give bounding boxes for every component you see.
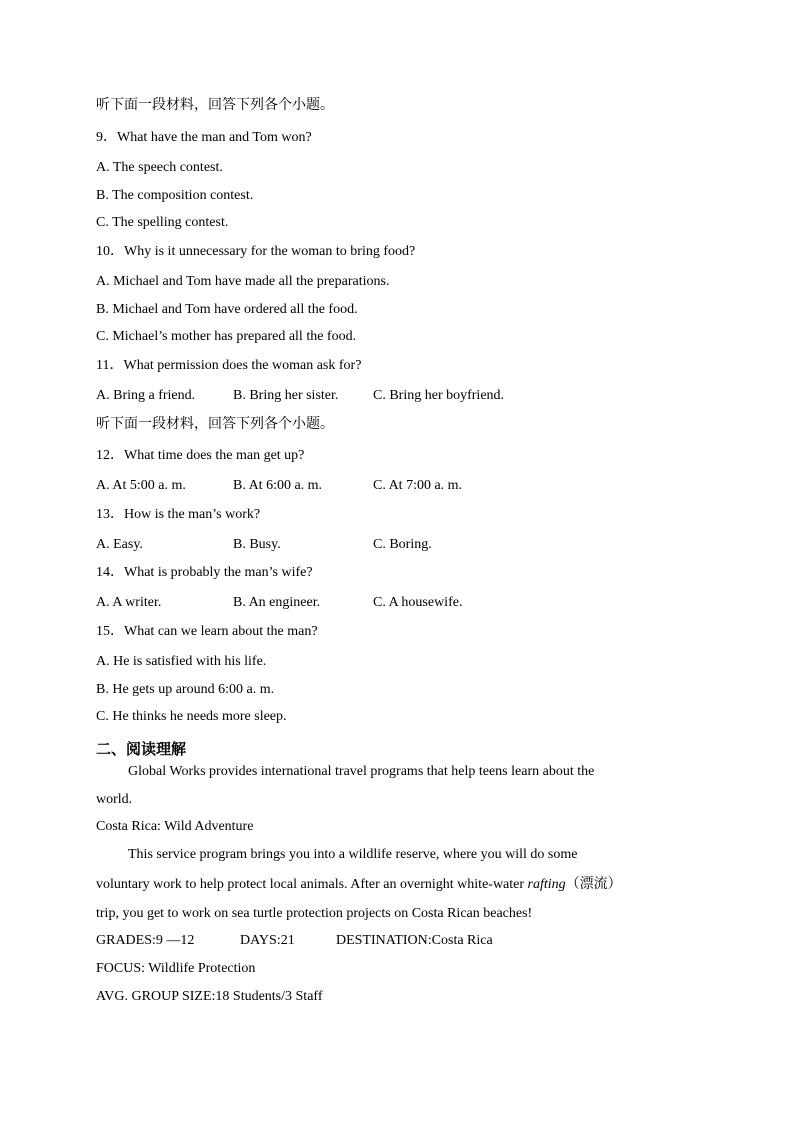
q12-options <box>96 477 696 495</box>
question-10: 10．Why is it unnecessary for the woman to bring food? <box>96 244 416 259</box>
question-14: 14．What is probably the man’s wife? <box>96 565 313 580</box>
rafting-term: rafting <box>527 877 566 892</box>
q14-option-b: B. An engineer. <box>233 595 321 610</box>
q15-option-c: C. He thinks he needs more sleep. <box>96 709 287 724</box>
section-intro: 听下面一段材料，回答下列各个小题。 <box>96 416 334 432</box>
q14-option-a: A. A writer. <box>96 595 162 610</box>
q13-option-b: B. Busy. <box>233 537 281 552</box>
q12-option-a: A. At 5:00 a. m. <box>96 478 186 493</box>
q12-option-b: B. At 6:00 a. m. <box>233 478 323 493</box>
program-desc-line-2 <box>96 875 622 894</box>
question-15: 15．What can we learn about the man? <box>96 624 318 639</box>
q9-option-a: A. The speech contest. <box>96 160 223 175</box>
q13-options <box>96 536 696 554</box>
q11-option-a: A. Bring a friend. <box>96 388 196 403</box>
focus: FOCUS: Wildlife Protection <box>96 961 256 976</box>
q14-options <box>96 594 696 612</box>
group-size: AVG. GROUP SIZE:18 Students/3 Staff <box>96 989 323 1004</box>
program-title: Costa Rica: Wild Adventure <box>96 819 254 834</box>
days: DAYS:21 <box>240 933 295 948</box>
q11-option-b: B. Bring her sister. <box>233 388 339 403</box>
q9-option-b: B. The composition contest. <box>96 188 254 203</box>
program-desc-text: voluntary work to help protect local animals. After an overnight white-water <box>96 877 525 892</box>
q11-options <box>96 387 696 405</box>
program-facts <box>96 932 696 950</box>
q12-option-c: C. At 7:00 a. m. <box>373 478 463 493</box>
q15-option-a: A. He is satisfied with his life. <box>96 654 267 669</box>
q10-option-a: A. Michael and Tom have made all the preparations. <box>96 274 390 289</box>
question-13: 13．How is the man’s work? <box>96 507 261 522</box>
question-11: 11．What permission does the woman ask for? <box>96 358 362 373</box>
reading-intro-line-1: Global Works provides international travel programs that help teens learn about the <box>128 764 595 779</box>
q13-option-c: C. Boring. <box>373 537 432 552</box>
q13-option-a: A. Easy. <box>96 537 143 552</box>
program-desc-line-1: This service program brings you into a wildlife reserve, where you will do some <box>128 847 578 862</box>
reading-intro-line-2: world. <box>96 792 133 807</box>
q15-option-b: B. He gets up around 6:00 a. m. <box>96 682 275 697</box>
q10-option-c: C. Michael’s mother has prepared all the food. <box>96 329 357 344</box>
destination: DESTINATION:Costa Rica <box>336 933 493 948</box>
program-desc-line-3: trip, you get to work on sea turtle protection projects on Costa Rican beaches! <box>96 906 533 921</box>
q10-option-b: B. Michael and Tom have ordered all the food. <box>96 302 358 317</box>
question-12: 12．What time does the man get up? <box>96 448 305 463</box>
section-title: 二、阅读理解 <box>96 740 187 758</box>
q11-option-c: C. Bring her boyfriend. <box>373 388 505 403</box>
q9-option-c: C. The spelling contest. <box>96 215 229 230</box>
grades: GRADES:9 —12 <box>96 933 195 948</box>
rafting-translation: （漂流） <box>565 876 622 892</box>
section-intro: 听下面一段材料，回答下列各个小题。 <box>96 97 334 113</box>
question-9: 9．What have the man and Tom won? <box>96 130 312 145</box>
q14-option-c: C. A housewife. <box>373 595 463 610</box>
